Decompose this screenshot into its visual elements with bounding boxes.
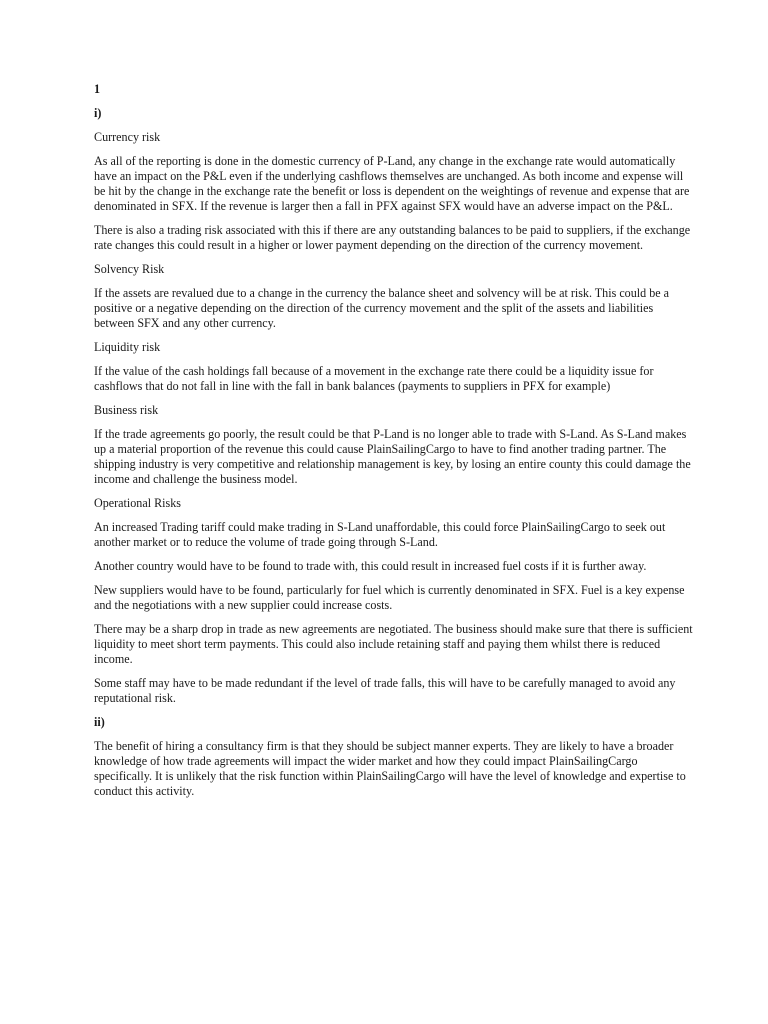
- operational-risks-paragraph-4: There may be a sharp drop in trade as new agreements are negotiated. The business should make sure that there is sufficient liquidity to meet short term payments. This could also include retaining staff and paying them whilst there is reduced income.: [94, 622, 693, 666]
- operational-risks-paragraph-3: New suppliers would have to be found, particularly for fuel which is currently denominated in SFX. Fuel is a key expense and the negotiations with a new supplier could increase costs.: [94, 583, 685, 612]
- operational-risks-paragraph-5: Some staff may have to be made redundant if the level of trade falls, this will have to be carefully managed to avoid any reputational risk.: [94, 676, 676, 705]
- question-number: 1: [94, 82, 101, 96]
- business-risk-paragraph: If the trade agreements go poorly, the result could be that P-Land is no longer able to trade with S-Land. As S-Land makes up a material proportion of the revenue this could cause PlainSailingCargo to have to find another trading partner. The shipping industry is very competitive and relationship management is key, by losing an entire county this could damage the income and challenge the business model.: [94, 427, 691, 486]
- part-two-label: ii): [94, 715, 105, 729]
- liquidity-risk-heading: Liquidity risk: [94, 340, 161, 354]
- operational-risks-paragraph-1: An increased Trading tariff could make trading in S-Land unaffordable, this could force PlainSailingCargo to seek out another market or to reduce the volume of trade going through S-Land.: [94, 520, 666, 549]
- document-page: [94, 82, 694, 808]
- business-risk-heading: Business risk: [94, 403, 159, 417]
- operational-risks-heading: Operational Risks: [94, 496, 181, 510]
- currency-risk-paragraph-2: There is also a trading risk associated with this if there are any outstanding balances to be paid to suppliers, if the exchange rate changes this could result in a higher or lower payment depending on the direction of the currency movement.: [94, 223, 691, 252]
- liquidity-risk-paragraph: If the value of the cash holdings fall because of a movement in the exchange rate there could be a liquidity issue for cashflows that do not fall in line with the fall in bank balances (payments to suppliers in PFX for example): [94, 364, 654, 393]
- part-two-paragraph: The benefit of hiring a consultancy firm is that they should be subject manner experts. They are likely to have a broader knowledge of how trade agreements will impact the wider market and how they could impact PlainSailingCargo specifically. It is unlikely that the risk function within PlainSailingCargo will have the level of knowledge and expertise to conduct this activity.: [94, 739, 686, 798]
- operational-risks-paragraph-2: Another country would have to be found to trade with, this could result in increased fuel costs if it is further away.: [94, 559, 647, 573]
- currency-risk-heading: Currency risk: [94, 130, 161, 144]
- solvency-risk-heading: Solvency Risk: [94, 262, 165, 276]
- currency-risk-paragraph-1: As all of the reporting is done in the domestic currency of P-Land, any change in the exchange rate would automatically have an impact on the P&L even if the underlying cashflows themselves are unchanged. As both income and expense will be hit by the change in the exchange rate the benefit or loss is dependent on the weightings of revenue and expense that are denominated in SFX. If the revenue is larger then a fall in PFX against SFX would have an adverse impact on the P&L.: [94, 154, 690, 213]
- part-one-label: i): [94, 106, 102, 120]
- solvency-risk-paragraph: If the assets are revalued due to a change in the currency the balance sheet and solvency will be at risk. This could be a positive or a negative depending on the direction of the currency movement and the split of the assets and liabilities between SFX and any other currency.: [94, 286, 670, 330]
